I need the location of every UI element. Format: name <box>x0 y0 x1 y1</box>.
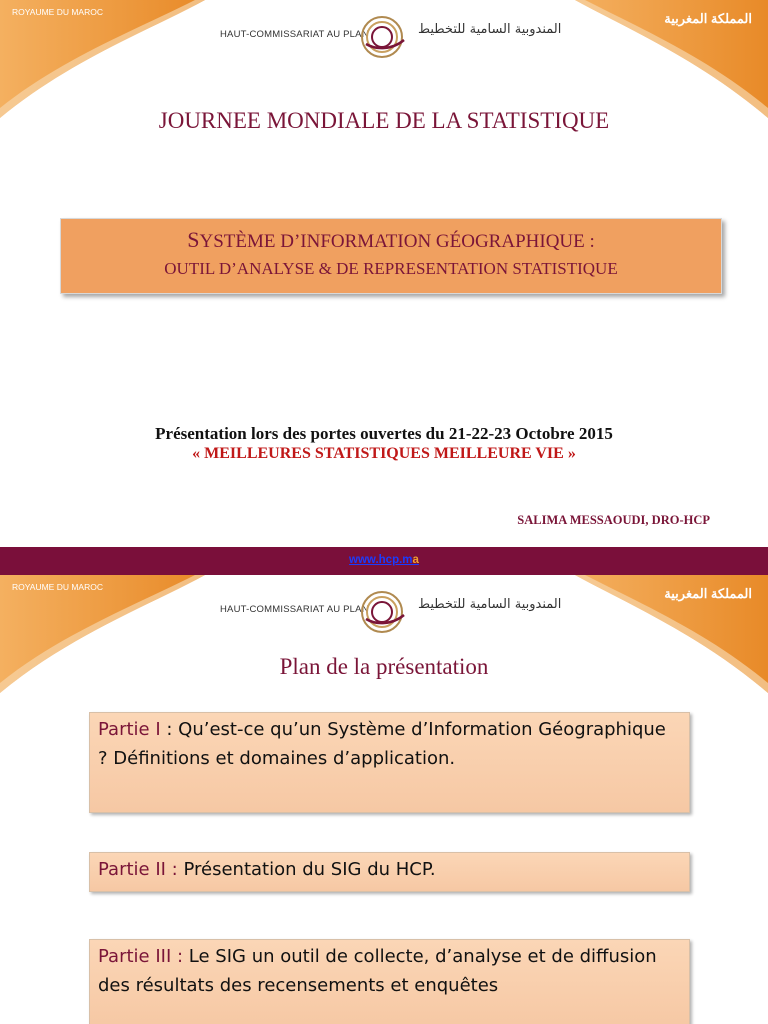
hcp-name-fr: HAUT-COMMISSARIAT AU PLAN <box>220 29 369 40</box>
subject-box <box>60 218 722 294</box>
author: SALIMA MESSAOUDI, DRO-HCP <box>517 513 710 527</box>
part-label: Partie I <box>98 719 161 740</box>
hcp-name-fr: HAUT-COMMISSARIAT AU PLAN <box>220 604 369 615</box>
hcp-name-ar: المندوبية السامية للتخطيط <box>418 22 562 37</box>
subject-line1-rest: YSTÈME D’INFORMATION GÉOGRAPHIQUE : <box>199 231 595 252</box>
website-link-end[interactable]: a <box>412 554 419 566</box>
part-label: Partie II : <box>98 859 178 880</box>
presentation-info: Présentation lors des portes ouvertes du 21-22-23 Octobre 2015 <box>155 424 613 443</box>
kingdom-label-fr: ROYAUME DU MAROC <box>12 7 103 17</box>
subject-line1 <box>61 227 721 253</box>
kingdom-label-ar: المملكة المغربية <box>664 586 752 601</box>
plan-part-2 <box>89 852 690 892</box>
hcp-logo-icon <box>358 589 410 635</box>
subject-initial: S <box>187 227 200 252</box>
motto: « MEILLEURES STATISTIQUES MEILLEURE VIE » <box>192 445 576 462</box>
hcp-header <box>0 589 768 633</box>
plan-title: Plan de la présentation <box>279 654 489 679</box>
footer-bar <box>0 547 768 575</box>
website-link[interactable] <box>349 554 419 566</box>
part-text: Présentation du SIG du HCP. <box>183 859 436 880</box>
part-separator: : <box>160 719 179 740</box>
plan-part-3 <box>89 939 690 1024</box>
slide-title-text: JOURNEE MONDIALE DE LA STATISTIQUE <box>158 108 610 133</box>
part-text: Qu’est-ce qu’un Système d’Information Géographique ? Définitions et domaines d’application. <box>98 719 666 769</box>
hcp-header <box>0 14 768 58</box>
part-label: Partie III : <box>98 946 184 967</box>
hcp-logo-icon <box>358 14 410 60</box>
hcp-name-ar: المندوبية السامية للتخطيط <box>418 597 562 612</box>
website-link-main[interactable]: www.hcp.m <box>349 554 413 566</box>
part-text: Le SIG un outil de collecte, d’analyse et de diffusion des résultats des recensements et enquêtes <box>98 946 657 996</box>
slide-plan <box>0 575 768 1024</box>
kingdom-label-fr: ROYAUME DU MAROC <box>12 582 103 592</box>
plan-part-1 <box>89 712 690 813</box>
subject-line2: OUTIL D’ANALYSE & DE REPRESENTATION STATISTIQUE <box>164 259 618 278</box>
kingdom-label-ar: المملكة المغربية <box>664 11 752 26</box>
